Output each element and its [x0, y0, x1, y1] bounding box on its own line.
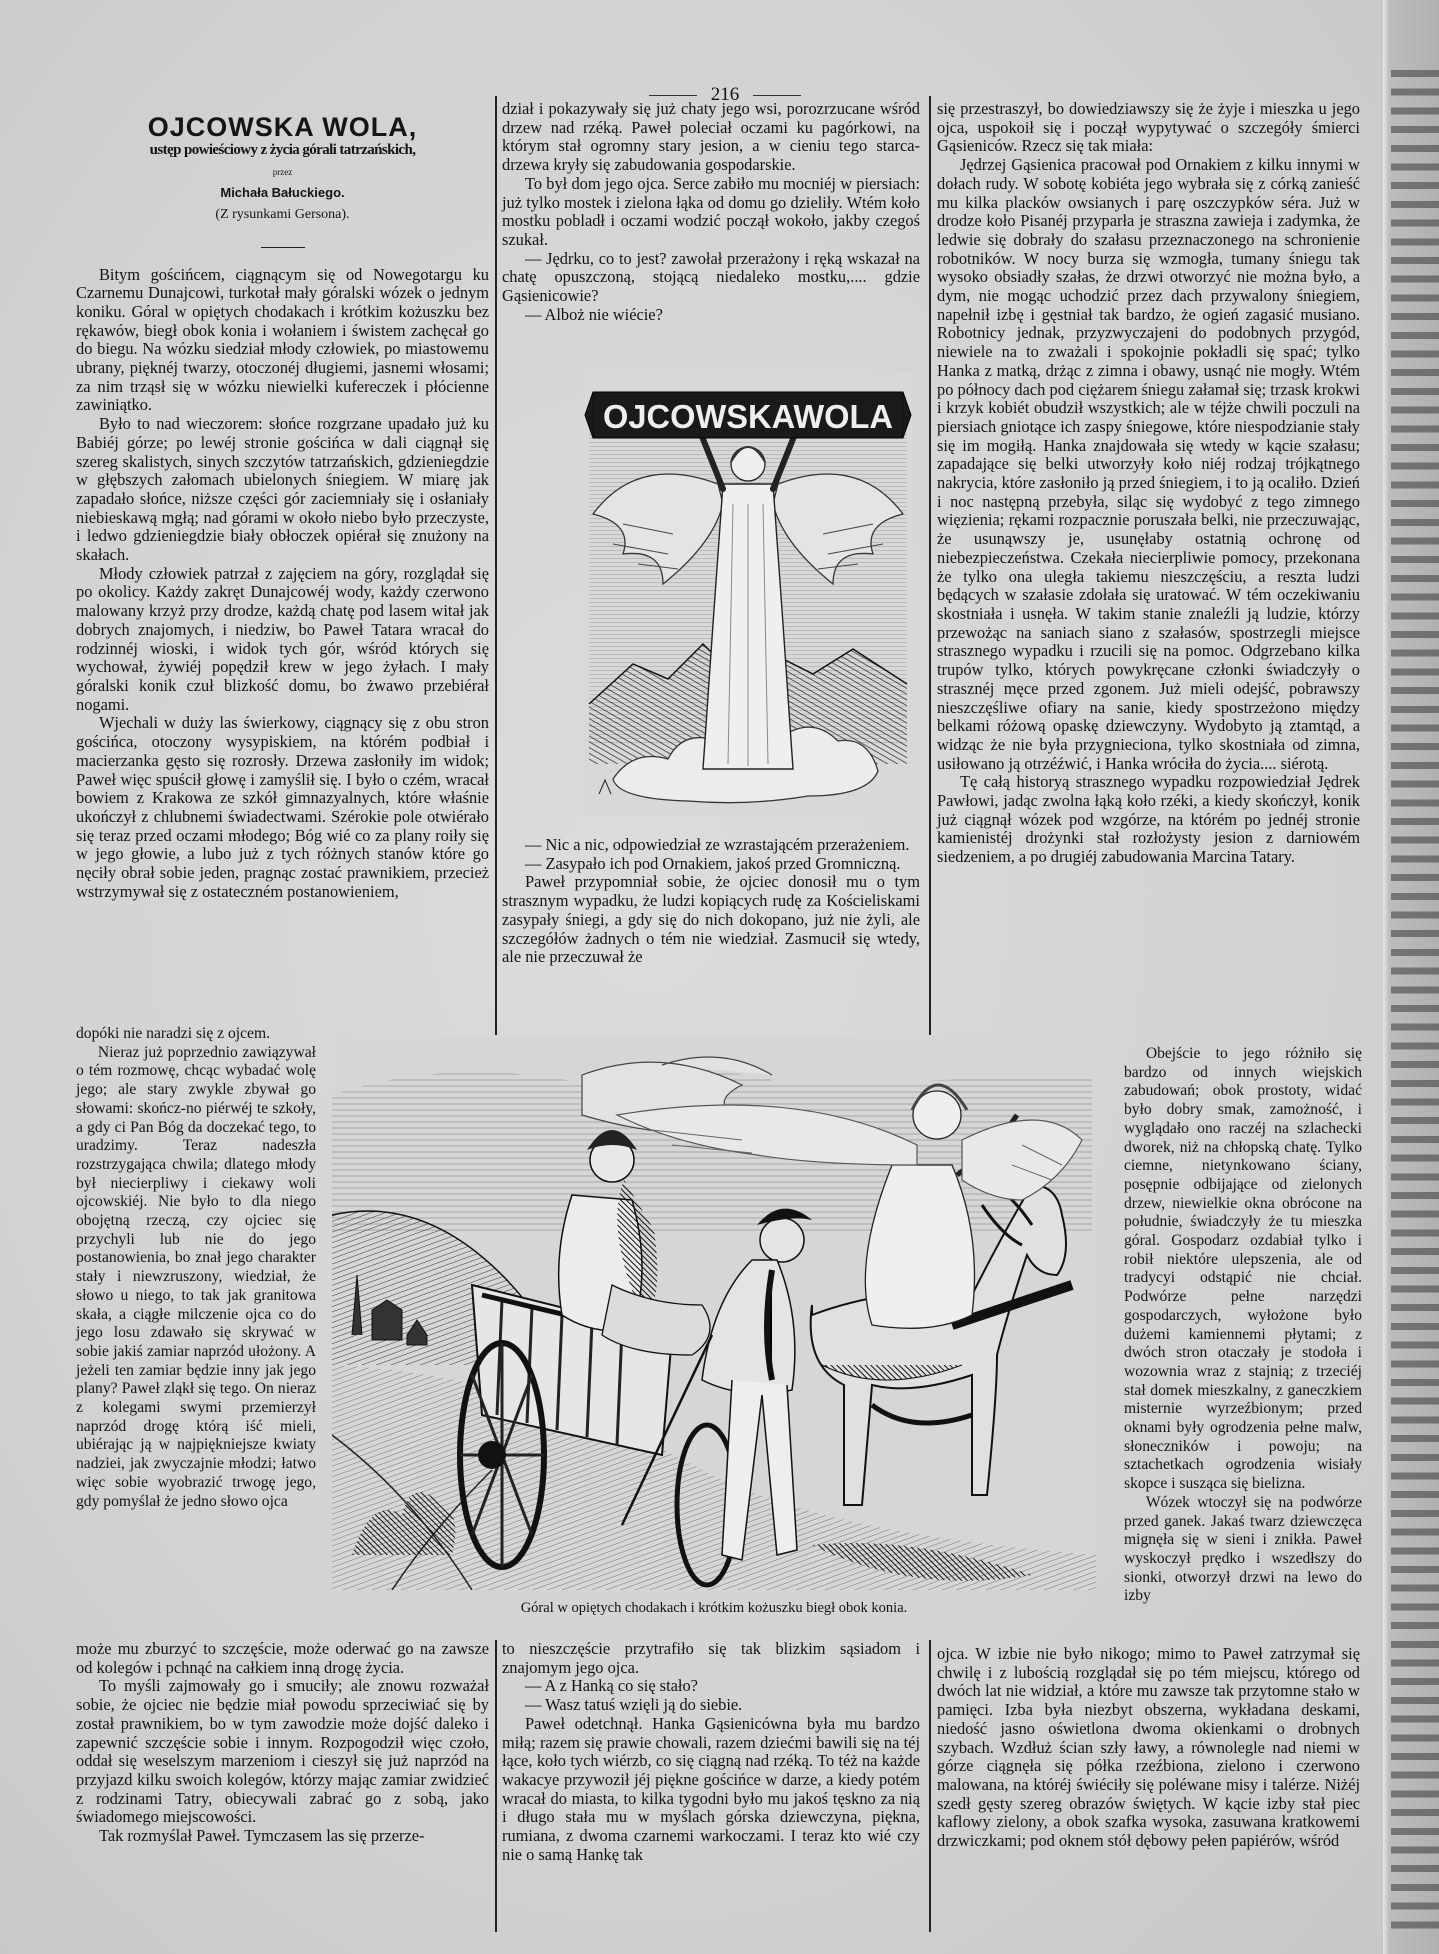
column-rule: [495, 1640, 497, 1932]
illustrations-credit: (Z rysunkami Gersona).: [215, 206, 350, 222]
paragraph: — Nic a nic, odpowiedział ze wzrastającém przerażeniem.: [524, 835, 910, 854]
column-3-narrow: [1124, 1045, 1362, 1606]
divider: [649, 95, 697, 96]
byline-prefix: przez: [272, 167, 293, 178]
column-2-top: [502, 100, 920, 324]
banner-lettering: OJCOWSKAWOLA: [603, 398, 893, 435]
paragraph: to nieszczęście przytrafiło się tak blizkim sąsiadom i znajomym jego ojca.: [502, 1639, 920, 1677]
article-title: OJCOWSKA WOLA,: [147, 112, 418, 142]
main-illustration-cart-horse-angel: [332, 1035, 1096, 1590]
paragraph: Wjechali w duży las świerkowy, ciągnący się z obu stron gościńca, otoczony wysypiskiem, na którém podbiał i macierzanka gęsto się rozrosły. Drzewa zasłoniły im widok; Paweł więc spuścił głowę i zamyślił się. I było o czém, wracał bowiem z Krakowa ze szkół gimnazyalnych, które właśnie ukończył z chlubnemi świadectwami. Szérokie pole otwiérało się teraz przed oczami młodego; Bóg wié co za plany roiły się w jego głowie, a lubo już z tych różnych stanów które go nęciły obrał sobie jeden, pragnąc zostać prawnikiem, przecież wstrzymywał się z ostateczném postanowieniem,: [76, 713, 489, 901]
paragraph: — Zasypało ich pod Ornakiem, jakoś przed Gromniczną.: [524, 853, 901, 873]
paragraph: — Alboż nie wiécie?: [524, 304, 663, 324]
column-1-bottom: [76, 1640, 489, 1846]
paragraph: Paweł odetchnął. Hanka Gąsienicówna była mu bardzo miłą; razem się prawie chowali, razem dziećmi bawili się na téj łące, koło tych wiérzb, co się ciągną nad rzéką. To téż na każde wakacye przywoził jéj piękne gościńce w darze, a kiedy potém wracał do miasta, to kilka tygodni było mu jakoś tęskno za nią i długo stała mu w myślach górska dziewczyna, piękna, rumiana, z dwoma czarnemi warkoczami. I teraz kto wié czy nie o samą Hankę tak: [502, 1713, 920, 1864]
column-1-narrow: [76, 1025, 316, 1511]
page-number-text: 216: [710, 84, 740, 105]
column-rule: [929, 1640, 931, 1932]
paragraph: się przestraszył, bo dowiedziawszy się że żyje i mieszka u jego ojca, uspokoił się i począł wypytywać o szczegóły śmierci Gąsieniców. Rzecz się tak miała:: [937, 99, 1360, 156]
paragraph: Bitym gościńcem, ciągnącym się od Nowegotargu ku Czarnemu Dunajcowi, turkotał mały góralski wózek o jednym koniku. Góral w opiętych chodakach i krótkim kożuszku bez rękawów, biegł obok konia i wołaniem i świstem zachęcał go do biegu. Na wózku siedział młody człowiek, po miastowemu ubrany, pięknéj twarzy, otoczonéj długiemi, jasnemi włosami; za nim trząsł się w wózku niewielki kufereczek i płócienne zawiniątko.: [76, 264, 489, 415]
paragraph: Było to nad wieczorem: słońce rozgrzane upadało już ku Babiéj górze; po lewéj stronie gościńca w dali ciągnął się szereg skalistych, sinych szczytów tatrzańskich, gdzieniegdzie w głębszych załomach ubielonych śniegiem. W miarę jak zapadało słońce, niższe części gór zaciemniały się i osłaniały niebieskawą mgłą; nad górami w około niebo było przeczyste, i ledwo gdzieniegdzie biały obłoczek opiérał się znużony na skałach.: [76, 414, 489, 565]
paragraph: Nieraz już poprzednio zawiązywał o tém rozmowę, chcąc wybadać wolę jego; ale stary zwykle zbywał go słowami: skończ-no piérwéj te szkoły, a gdy ci Pan Bóg da doczekać tego, to uradzimy. Teraz nadeszła rozstrzygająca chwila; dlatego młody był niecierpliwy i ciekawy woli ojcowskiéj. Nie było to dla niego obojętną rzeczą, czy ojciec się przychyli lub nie do jego postanowienia, bo znał jego charakter stały i niewzruszony, wiedział, że słowo u niego, to tak jak granitowa skała, a ciągłe milczenie ojca co do jego losu zdawało się skrywać w sobie jakiś zamiar naprzód ułożony. A jeżeli ten zamiar będzie inny jak jego plany? Paweł zląkł się tego. On nieraz z kolegami swymi przemierzył naprzód drogę którą iść mieli, ubiérając ją w najpiękniejsze kwiaty nadziei, jak zwyczajnie młodzi; łatwo więc sobie wyobrazić trwogę jego, gdy pomyślał że jedno słowo ojca: [76, 1043, 316, 1510]
adjacent-page-edge: [1383, 0, 1439, 1954]
paragraph: To myśli zajmowały go i smuciły; ale znowu rozważał sobie, że ojciec nie będzie miał powodu sprzeciwiać się by został prawnikiem, bo w tym zawodzie może dojść daleko i zapewnić szczęście sobie i innym. Rozpogodził więc czoło, oddał się weselszym marzeniom i cieszył się już naprzód na przyjazd kilku swoich kolegów, którzy mając zamiar zwidzieć z rodzinami Tatry, obiecywali zabrać go z sobą, jako świadomego miejscowości.: [76, 1676, 489, 1827]
paragraph: Obejście to jego różniło się bardzo od innych wiejskich zabudowań; obok prostoty, widać było dobry smak, zamożność, i wyglądało ono raczéj na szlachecki dworek, niż na chłopską chatę. Tylko ciemne, nietynkowano ściany, posępnie odbijające od zielonych drzew, niewielkie okna obrócone na południe, świadczyły że tu mieszka góral. Gospodarz ozdabiał tylko i robił niektóre ulepszenia, ale od tradycyi odstąpić nie chciał. Podwórze pełne narzędzi gospodarczych, wyłożone było dużemi kamiennemi płytami; z dwóch stron otaczały je stodoła i wozownia wraz z stajnią; z trzeciéj stał domek mieszkalny, z ganeczkiem misternie wyrzeźbionym; przed oknami były ogrodzenia pełne malw, słoneczników i powoju; na sztachetkach ogrodzenia wisiały skopce i susząca się bielizna.: [1124, 1045, 1362, 1493]
column-3-top: [937, 100, 1360, 867]
paragraph: Tę całą historyą strasznego wypadku rozpowiedział Jędrek Pawłowi, jadąc zwolna łąką koło rzéki, a kiedy skończył, konik już ciągnął wózek pod wzgórze, na którém po jednéj stronie kamienistéj drożynki stał rozłożysty jesion z darniowém siedzeniem, a po drugiéj zabudowania Marcina Tatary.: [937, 772, 1360, 867]
paragraph: — A z Hanką co się stało?: [524, 1676, 698, 1696]
column-rule: [929, 96, 931, 1036]
divider: [753, 95, 801, 96]
paragraph: Tak rozmyślał Paweł. Tymczasem las się przerze-: [98, 1826, 425, 1846]
paragraph: To był dom jego ojca. Serce zabiło mu mocniéj w piersiach: już tylko mostek i zielona łąka od domu go dzieliły. Wtém koło mostku pobladł i oczami wodzić począł wokoło, jakby czegoś szukał.: [502, 173, 920, 249]
paragraph: Paweł przypomniał sobie, że ojciec donosił mu o tym strasznym wypadku, że ludzi kopiących rudę za Kościeliskami zasypały śniegi, a gdy się do nich dokopano, już nie żyli, ale szczegółów żadnych o tém nie wiedział. Zasmucił się wtedy, ale nie przeczuwał że: [502, 872, 920, 967]
paragraph: — Jędrku, co to jest? zawołał przerażony i ręką wskazał na chatę opuszczoną, stojącą niedaleko mostku,.... gdzie Gąsienicowie?: [502, 248, 920, 306]
divider: [261, 247, 305, 248]
column-2-middle: [502, 836, 920, 967]
column-1-top: [76, 112, 489, 901]
paragraph: ojca. W izbie nie było nikogo; mimo to Paweł zatrzymał się chwilę i z lubością rozglądał się po tém miejscu, którego od dwóch lat nie widział, a które mu zawsze tak przytomne stało w pamięci. Izba była niezbyt obszerna, wykładana deskami, niedość jasno oświetlona dwoma okienkami o drobnych szybach. Wzdłuż ścian szły ławy, a równolegle nad niemi w górze ciągnęła się półka rzeźbiona, zielono i czerwono malowana, na któréj świéciły się poléwane misy i talérze. Niżéj szedł gęsty szereg obrazów świętych. W kącie izby stał piec kaflowy zielony, a obok szafka wysoka, zasuwana kratkowemi drzwiczkami; pod oknem stół dębowy pełen papiérów, wśród: [937, 1644, 1360, 1851]
column-3-bottom: [937, 1645, 1360, 1851]
paragraph: Jędrzej Gąsienica pracował pod Ornakiem z kilku innymi w dołach rudy. W sobotę kobiéta jego wybrała się z córką zanieść mu kilka placków owsianych i parę oszczypków séra. Już w drodze koło Pisanéj przyparła je straszna zawieja i zadymka, że ledwie się dobrały do szałasu przeznaczonego na schronienie robotników. W nocy burza się wzmogła, tumany śniegu tak wysoko obsiadły szałas, że drzwi otworzyć nie można było, a dym, nie mogąc uchodzić przez dach przywalony śniegiem, napełnił izbę i gęstniał tak bardzo, że ogień zagasić musiano. Robotnicy jednak, przyzwyczajeni do podobnych przygód, niewiele na to zważali i spokojnie pokładli się spać; tylko Hanka z matką, drżąc z zimna i obawy, usnąć nie mogły. Wtém po północy dach pod ciężarem śniegu załamał się; trzask krokwi i krzyk kobiét obudził wszystkich; ale w téjże chwili poczuli na piersiach gniotące ich zaspy śniegowe, które niespodzianie stały się im mogiłą. Hanka znajdowała się wtedy w kącie szałasu; zapadające się belki utworzyły koło niéj rodzaj trójkątnego nakrycia, które zasłoniło ją przed śniegiem, i to ją ocaliło. Dzień i noc następną przebyła, siląc się wydobyć z tego zimnego więzienia; rękami rozpacznie poruszała belki, nie przeczuwając, że usunąwszy je, usunęłaby ostatnią ochronę od niebezpieczeństwa. Czekała niecierpliwie pomocy, przekonana że tylko ona uległa takiemu nieszczęściu, a reszta ludzi będących w szałasie zdołała się uratować. W tém oczekiwaniu skostniała i usnęła. W takim stanie znaleźli ją ludzie, którzy przewożąc na saniach siano z szałasów, spostrzegli miejsce strasznego wypadku i rzucili się na pomoc. Odgrzebano kilka trupów tylko, których powykręcane członki świadczyły o strasznéj męce przed zgonem. Już mieli odejść, pobrawszy nieszczęśliwe ofiary na sanie, kiedy spostrzeżono między belkami różową opaskę dziewczyny. Wydobyto ją ztamtąd, a widząc że nie była przygnieciona, tylko skostniała od zimna, usiłowano ją otrzéźwić, i Hanka wróciła do życia.... siérotą.: [937, 155, 1360, 773]
adjacent-page-text-fragments: [1391, 70, 1439, 1940]
illustration-caption: Góral w opiętych chodakach i krótkim kożuszku biegł obok konia.: [520, 1600, 908, 1616]
paragraph: może mu zburzyć to szczęście, może oderwać go na zawsze od kolegów i pchnąć na całkiem inną drogę życia.: [76, 1639, 489, 1677]
paragraph: Młody człowiek patrzał z zajęciem na góry, rozglądał się po okolicy. Każdy zakręt Dunajcowéj wody, każdy czerwono malowany krzyż przy drodze, każdą chatę pod lasem witał jak dobrych znajomych, i niedziw, bo Paweł Tatara wracał do rodzinnéj wioski, i widok tych gór, wśród których się wychował, żywiéj popędził krew w jego żyłach. I mały góralski konik czuł blizkość domu, bo żwawo przebiérał nogami.: [76, 563, 489, 714]
column-rule: [495, 96, 497, 1036]
paragraph: dopóki nie naradzi się z ojcem.: [76, 1025, 270, 1042]
paragraph: dział i pokazywały się już chaty jego wsi, porozrzucane wśród drzew nad rzéką. Paweł poleciał oczami ku pagórkowi, na którym stał ogromny stary jesion, a w cieniu tego starca-drzewa kryły się zabudowania gospodarskie.: [502, 99, 920, 175]
title-vignette-angel: [583, 374, 913, 816]
column-2-bottom: [502, 1640, 920, 1864]
paragraph: — Wasz tatuś wzięli ją do siebie.: [524, 1695, 743, 1715]
article-author: Michała Bałuckiego.: [220, 185, 345, 201]
article-subtitle: ustęp powieściowy z życia górali tatrzańskich,: [149, 141, 416, 158]
paragraph: Wózek wtoczył się na podwórze przed ganek. Jakaś twarz dziewczęca mignęła się w sieni i znikła. Paweł wyskoczył prędko i wszedłszy do sionki, otworzył drzwi na lewo do izby: [1124, 1493, 1362, 1605]
